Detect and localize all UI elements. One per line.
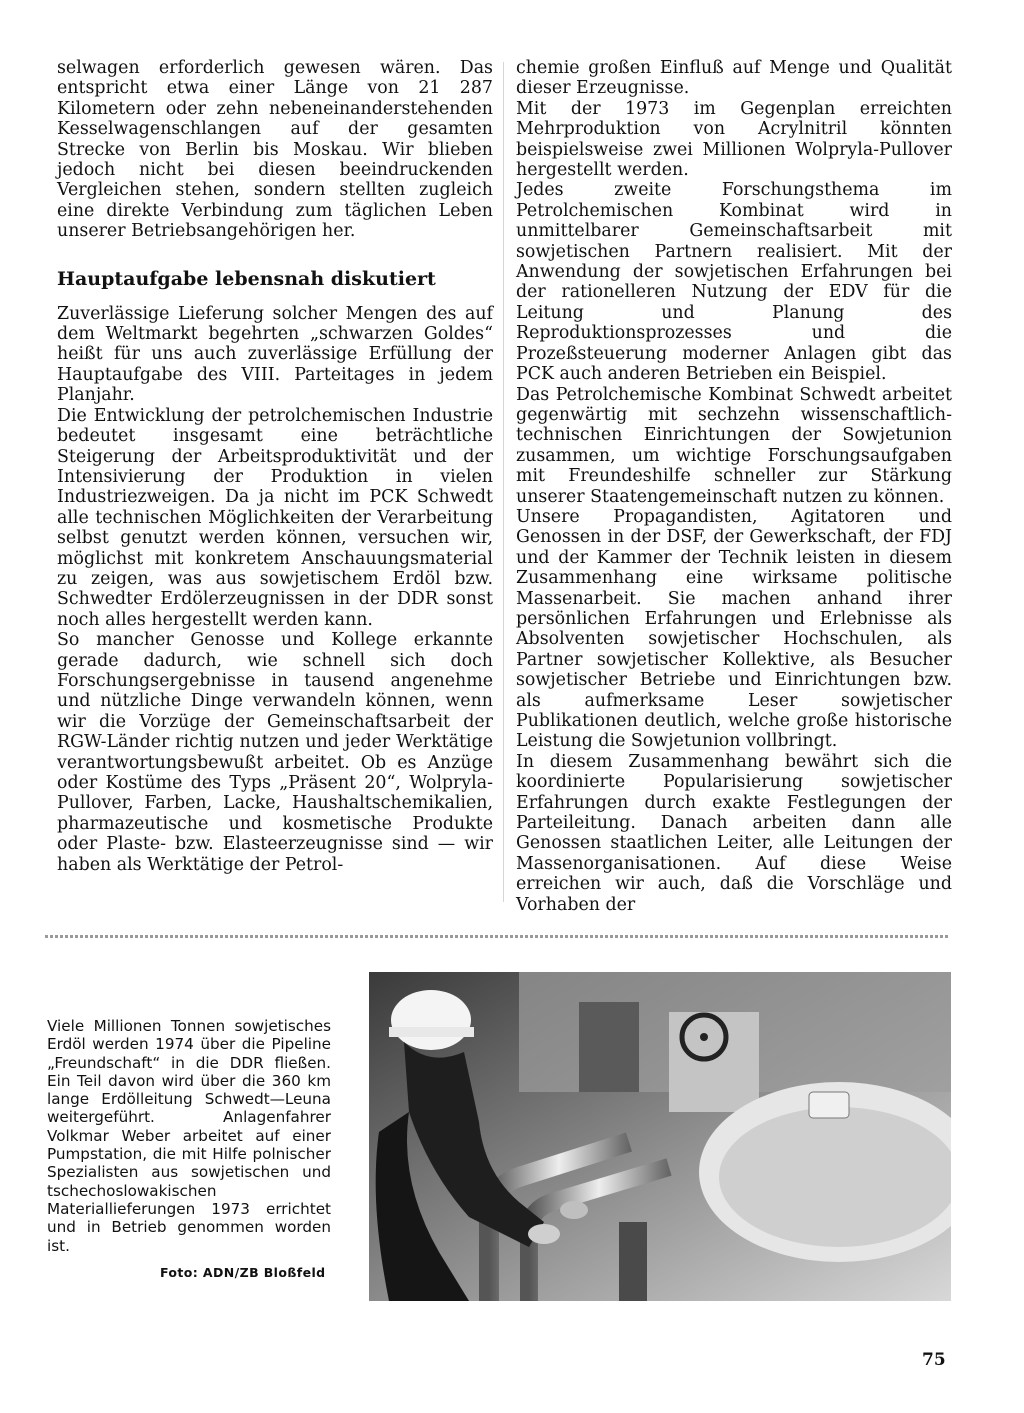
left-column <box>57 58 493 875</box>
page-number: 75 <box>922 1350 946 1370</box>
paragraph: chemie großen Einfluß auf Menge und Qualität dieser Erzeugnisse. <box>516 58 952 99</box>
paragraph: Mit der 1973 im Gegenplan erreichten Mehrproduktion von Acrylnitril könnten beispielsweise zwei Millionen Wolpryla-Pullover hergestellt werden. <box>516 98 952 181</box>
column-divider <box>503 62 504 902</box>
section-heading: Hauptaufgabe lebensnah diskutiert <box>57 267 436 290</box>
right-column <box>516 58 952 915</box>
photo-caption: Viele Millionen Tonnen sowjetisches Erdöl werden 1974 über die Pipeline „Freundschaft“ in die DDR fließen. Ein Teil davon wird über die 360 km lange Erdölleitung Schwedt—Leuna weitergeführt. Anlagenfahrer Volkmar Weber arbeitet auf einer Pumpstation, die mit Hilfe polnischer Spezialisten aus sowjetischen und tschechoslowakischen Materiallieferungen 1973 errichtet und in Betrieb genommen worden ist. <box>47 1017 331 1255</box>
paragraph: Das Petrolchemische Kombinat Schwedt arbeitet gegenwärtig mit sechzehn wissenschaftlich-technischen Einrichtungen der Sowjetunion zusammen, um wichtige Forschungsaufgaben mit Freundeshilfe schneller zur Stärkung unserer Staatengemeinschaft nutzen zu können. <box>516 384 952 507</box>
paragraph: Die Entwicklung der petrolchemischen Industrie bedeutet insgesamt eine beträchtliche Steigerung der Arbeitsproduktivität und der Intensivierung der Produktion in vielen Industriezweigen. Da ja nicht im PCK Schwedt alle technischen Möglichkeiten der Verarbeitung selbst genutzt werden können, versuchen wir, möglichst mit konkretem Anschauungsmaterial zu zeigen, was aus sowjetischem Erdöl bzw. Schwedter Erdölerzeugnissen in der DDR sonst noch alles hergestellt werden kann. <box>57 405 493 630</box>
paragraph: Jedes zweite Forschungsthema im Petrolchemischen Kombinat wird in unmittelbarer Gemeinschaftsarbeit mit sowjetischen Partnern realisiert. Mit der Anwendung der sowjetischen Erfahrungen bei der rationelleren Nutzung der EDV für die Leitung und Planung des Reproduktionsprozesses und die Prozeßsteuerung moderner Anlagen gibt das PCK auch anderen Betrieben ein Beispiel. <box>516 180 952 385</box>
paragraph: So mancher Genosse und Kollege erkannte gerade dadurch, wie schnell sich doch Forschungsergebnisse in tausend angenehme und nützliche Dinge verwandeln können, wenn wir die Vorzüge der Gemeinschaftsarbeit der RGW-Länder richtig nutzen und jeder Werktätige verantwortungsbewußt arbeitet. Ob es Anzüge oder Kostüme des Typs „Präsent 20“, Wolpryla-Pullover, Farben, Lacke, Haushaltschemikalien, pharmazeutische und kosmetische Produkte oder Plaste- bzw. Elasteerzeugnisse sind — wir haben als Werktätige der Petrol- <box>57 630 493 875</box>
photo-illustration <box>369 972 951 1301</box>
photo-credit: Foto: ADN/ZB Bloßfeld <box>160 1265 326 1280</box>
paragraph: selwagen erforderlich gewesen wären. Das entspricht etwa einer Länge von 21 287 Kilometern oder zehn nebeneinanderstehenden Kesselwagenschlangen auf der gesamten Strecke von Berlin bis Moskau. Wir blieben jedoch nicht bei diesen beeindruckenden Vergleichen stehen, sondern stellten zugleich eine direkte Verbindung zum täglichen Leben unserer Betriebsangehörigen her. <box>57 58 493 242</box>
paragraph: In diesem Zusammenhang bewährt sich die koordinierte Popularisierung sowjetischer Erfahrungen durch exakte Festlegungen der Parteileitung. Danach arbeiten dann alle Genossen staatlichen Leiter, alle Leitungen der Massenorganisationen. Auf diese Weise erreichen wir auch, daß die Vorschläge und Vorhaben der <box>516 751 952 915</box>
dotted-rule <box>45 935 950 938</box>
photo-pump-station <box>369 972 951 1301</box>
paragraph: Unsere Propagandisten, Agitatoren und Genossen in der DSF, der Gewerkschaft, der FDJ und der Kammer der Technik leisten in diesem Zusammenhang eine wirksame politische Massenarbeit. Sie machen anhand ihrer persönlichen Erfahrungen und Erlebnisse als Absolventen sowjetischer Hochschulen, als Partner sowjetischer Kollektive, als Besucher sowjetischer Betriebe und Einrichtungen bzw. als aufmerksame Leser sowjetischer Publikationen deutlich, welche große historische Leistung die Sowjetunion vollbringt. <box>516 506 952 752</box>
paragraph: Zuverlässige Lieferung solcher Mengen des auf dem Weltmarkt begehrten „schwarzen Goldes“ heißt für uns auch zuverlässige Erfüllung der Hauptaufgabe des VIII. Parteitages in jedem Planjahr. <box>57 303 493 406</box>
